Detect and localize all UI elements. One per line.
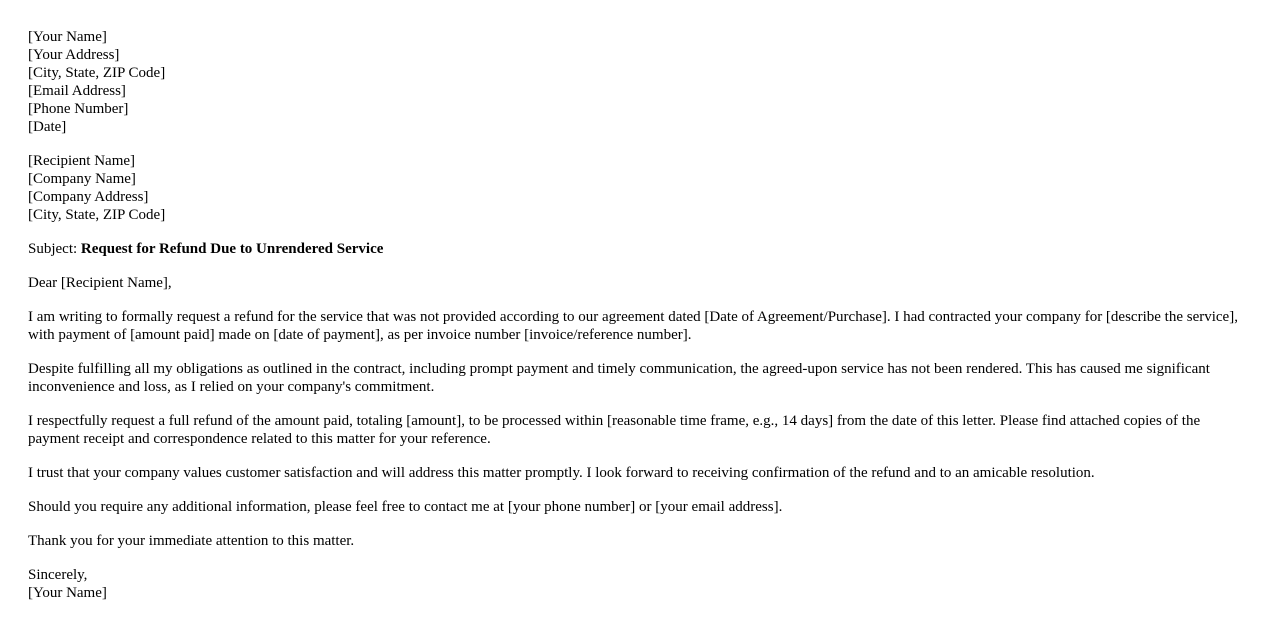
sender-email: [Email Address] bbox=[28, 83, 126, 99]
recipient-company: [Company Name] bbox=[28, 171, 136, 187]
subject-text: Request for Refund Due to Unrendered Service bbox=[80, 241, 384, 257]
salutation: Dear [Recipient Name], bbox=[28, 275, 172, 291]
sender-city-state-zip: [City, State, ZIP Code] bbox=[28, 65, 166, 81]
sender-phone: [Phone Number] bbox=[28, 101, 129, 117]
body-paragraph-4: I trust that your company values customer satisfaction and will address this matter promptly. I look forward to receiving confirmation of the refund and to an amicable resolution. bbox=[28, 465, 1095, 481]
sender-name: [Your Name] bbox=[28, 29, 107, 45]
recipient-name: [Recipient Name] bbox=[28, 153, 136, 169]
body-paragraph-6: Thank you for your immediate attention to this matter. bbox=[28, 533, 355, 549]
body-paragraph-3: I respectfully request a full refund of the amount paid, totaling [amount], to be processed within [reasonable time frame, e.g., 14 days] from the date of this letter. Please find attached copies of the payment receipt and correspondence related to this matter for your reference. bbox=[28, 413, 1201, 447]
valediction: Sincerely, bbox=[28, 567, 88, 583]
recipient-city-state-zip: [City, State, ZIP Code] bbox=[28, 207, 166, 223]
sender-address: [Your Address] bbox=[28, 47, 120, 63]
closing-block bbox=[28, 566, 1250, 602]
body-paragraph-5: Should you require any additional information, please feel free to contact me at [your phone number] or [your email address]. bbox=[28, 499, 783, 515]
recipient-company-address: [Company Address] bbox=[28, 189, 149, 205]
signature-name: [Your Name] bbox=[28, 585, 107, 601]
recipient-block bbox=[28, 152, 1250, 224]
sender-block bbox=[28, 28, 1250, 136]
subject-label: Subject: bbox=[28, 241, 78, 257]
body-paragraph-2: Despite fulfilling all my obligations as outlined in the contract, including prompt payment and timely communication, the agreed-upon service has not been rendered. This has caused me significant inconvenience and loss, as I relied on your company's commitment. bbox=[28, 361, 1210, 395]
body-paragraph-1: I am writing to formally request a refund for the service that was not provided according to our agreement dated [Date of Agreement/Purchase]. I had contracted your company for [describe the service], with payment of [amount paid] made on [date of payment], as per invoice number [invoice/reference number]. bbox=[28, 309, 1238, 343]
letter-date: [Date] bbox=[28, 119, 67, 135]
subject-line bbox=[28, 240, 1250, 258]
letter-document bbox=[28, 28, 1250, 618]
